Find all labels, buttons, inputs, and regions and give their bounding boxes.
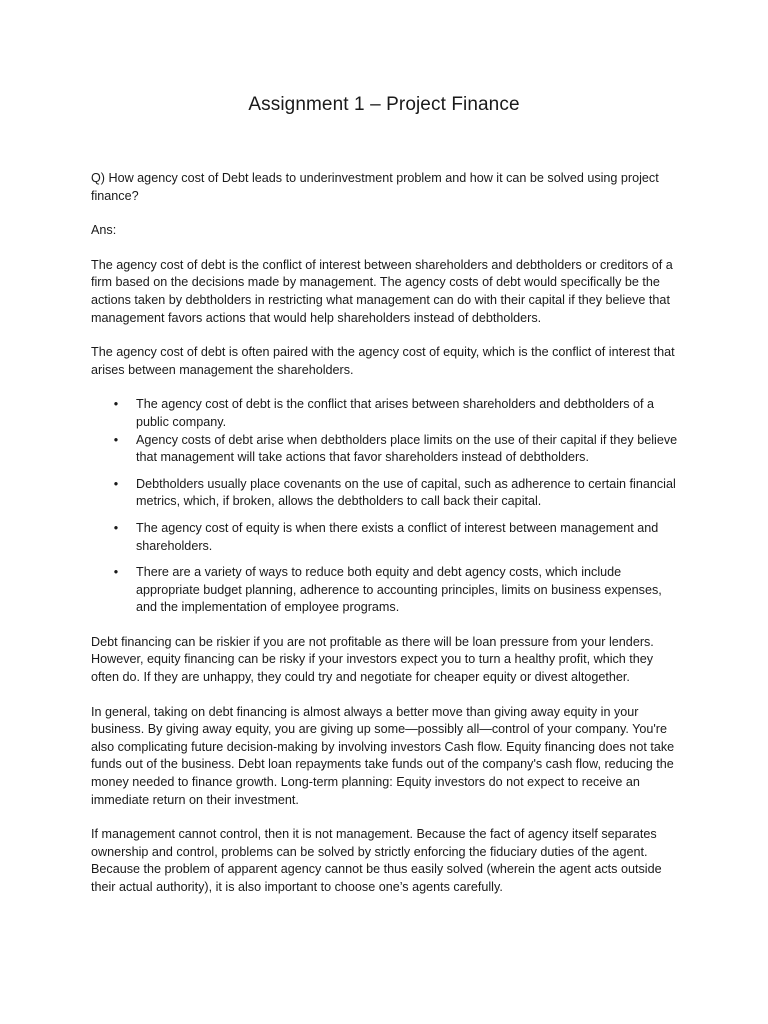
bullet-item [91, 432, 681, 467]
bullet-text: The agency cost of debt is the conflict that arises between shareholders and debtholders of a public company. [136, 397, 655, 429]
bullet-item [91, 476, 681, 511]
paragraph-management-control: If management cannot control, then it is not management. Because the fact of agency itself separates ownership and control, problems can be solved by strictly enforcing the fiduciary duties of the agent. Because the problem of apparent agency cannot be thus easily solved (wherein the agent acts outside their actual authority), it is also important to choose one’s agents carefully. [91, 827, 662, 894]
bullet-icon: • [113, 520, 119, 535]
bullet-item [91, 520, 681, 555]
bullet-text: There are a variety of ways to reduce both equity and debt agency costs, which include appropriate budget planning, adherence to accounting principles, limits on business expenses, and the implementation of employee programs. [136, 565, 662, 615]
paragraph-agency-cost-equity: The agency cost of debt is often paired with the agency cost of equity, which is the conflict of interest that arises between management the shareholders. [91, 345, 675, 377]
paragraph-debt-financing-general: In general, taking on debt financing is almost always a better move than giving away equity in your business. By giving away equity, you are giving up some—possibly all—control of your company. You're also complicating future decision-making by involving investors Cash flow. Equity financing does not take funds out of the business. Debt loan repayments take funds out of the company's cash flow, reducing the money needed to finance growth. Long-term planning: Equity investors do not expect to receive an immediate return on their investment. [91, 704, 675, 807]
bullet-text: Agency costs of debt arise when debtholders place limits on the use of their capital if they believe that management will take actions that favor shareholders instead of debtholders. [136, 432, 678, 465]
paragraph-debt-vs-equity-risk: Debt financing can be riskier if you are not profitable as there will be loan pressure from your lenders. However, equity financing can be risky if your investors expect you to turn a healthy profit, which they often do. If they are unhappy, they could try and negotiate for cheaper equity or divest altogether. [91, 634, 654, 685]
paragraph-agency-cost-definition: The agency cost of debt is the conflict of interest between shareholders and debtholders or creditors of a firm based on the decisions made by management. The agency costs of debt would specifically be the actions taken by debtholders in restricting what management can do with their capital if they believe that management favors actions that would help shareholders instead of debtholders. [91, 257, 673, 325]
bullet-list [91, 396, 681, 617]
document-body [91, 170, 681, 914]
bullet-text: The agency cost of equity is when there exists a conflict of interest between management and shareholders. [136, 520, 659, 553]
bullet-icon: • [113, 397, 119, 412]
answer-label: Ans: [91, 223, 117, 238]
bullet-icon: • [113, 476, 119, 491]
document-title: Assignment 1 – Project Finance [248, 94, 520, 115]
bullet-item [91, 564, 681, 617]
bullet-text: Debtholders usually place covenants on the use of capital, such as adherence to certain financial metrics, which, if broken, allows the debtholders to call back their capital. [136, 476, 676, 509]
bullet-icon: • [113, 432, 119, 447]
bullet-item [91, 396, 681, 431]
question-text: Q) How agency cost of Debt leads to underinvestment problem and how it can be solved using project finance? [91, 171, 659, 203]
bullet-icon: • [113, 565, 119, 580]
